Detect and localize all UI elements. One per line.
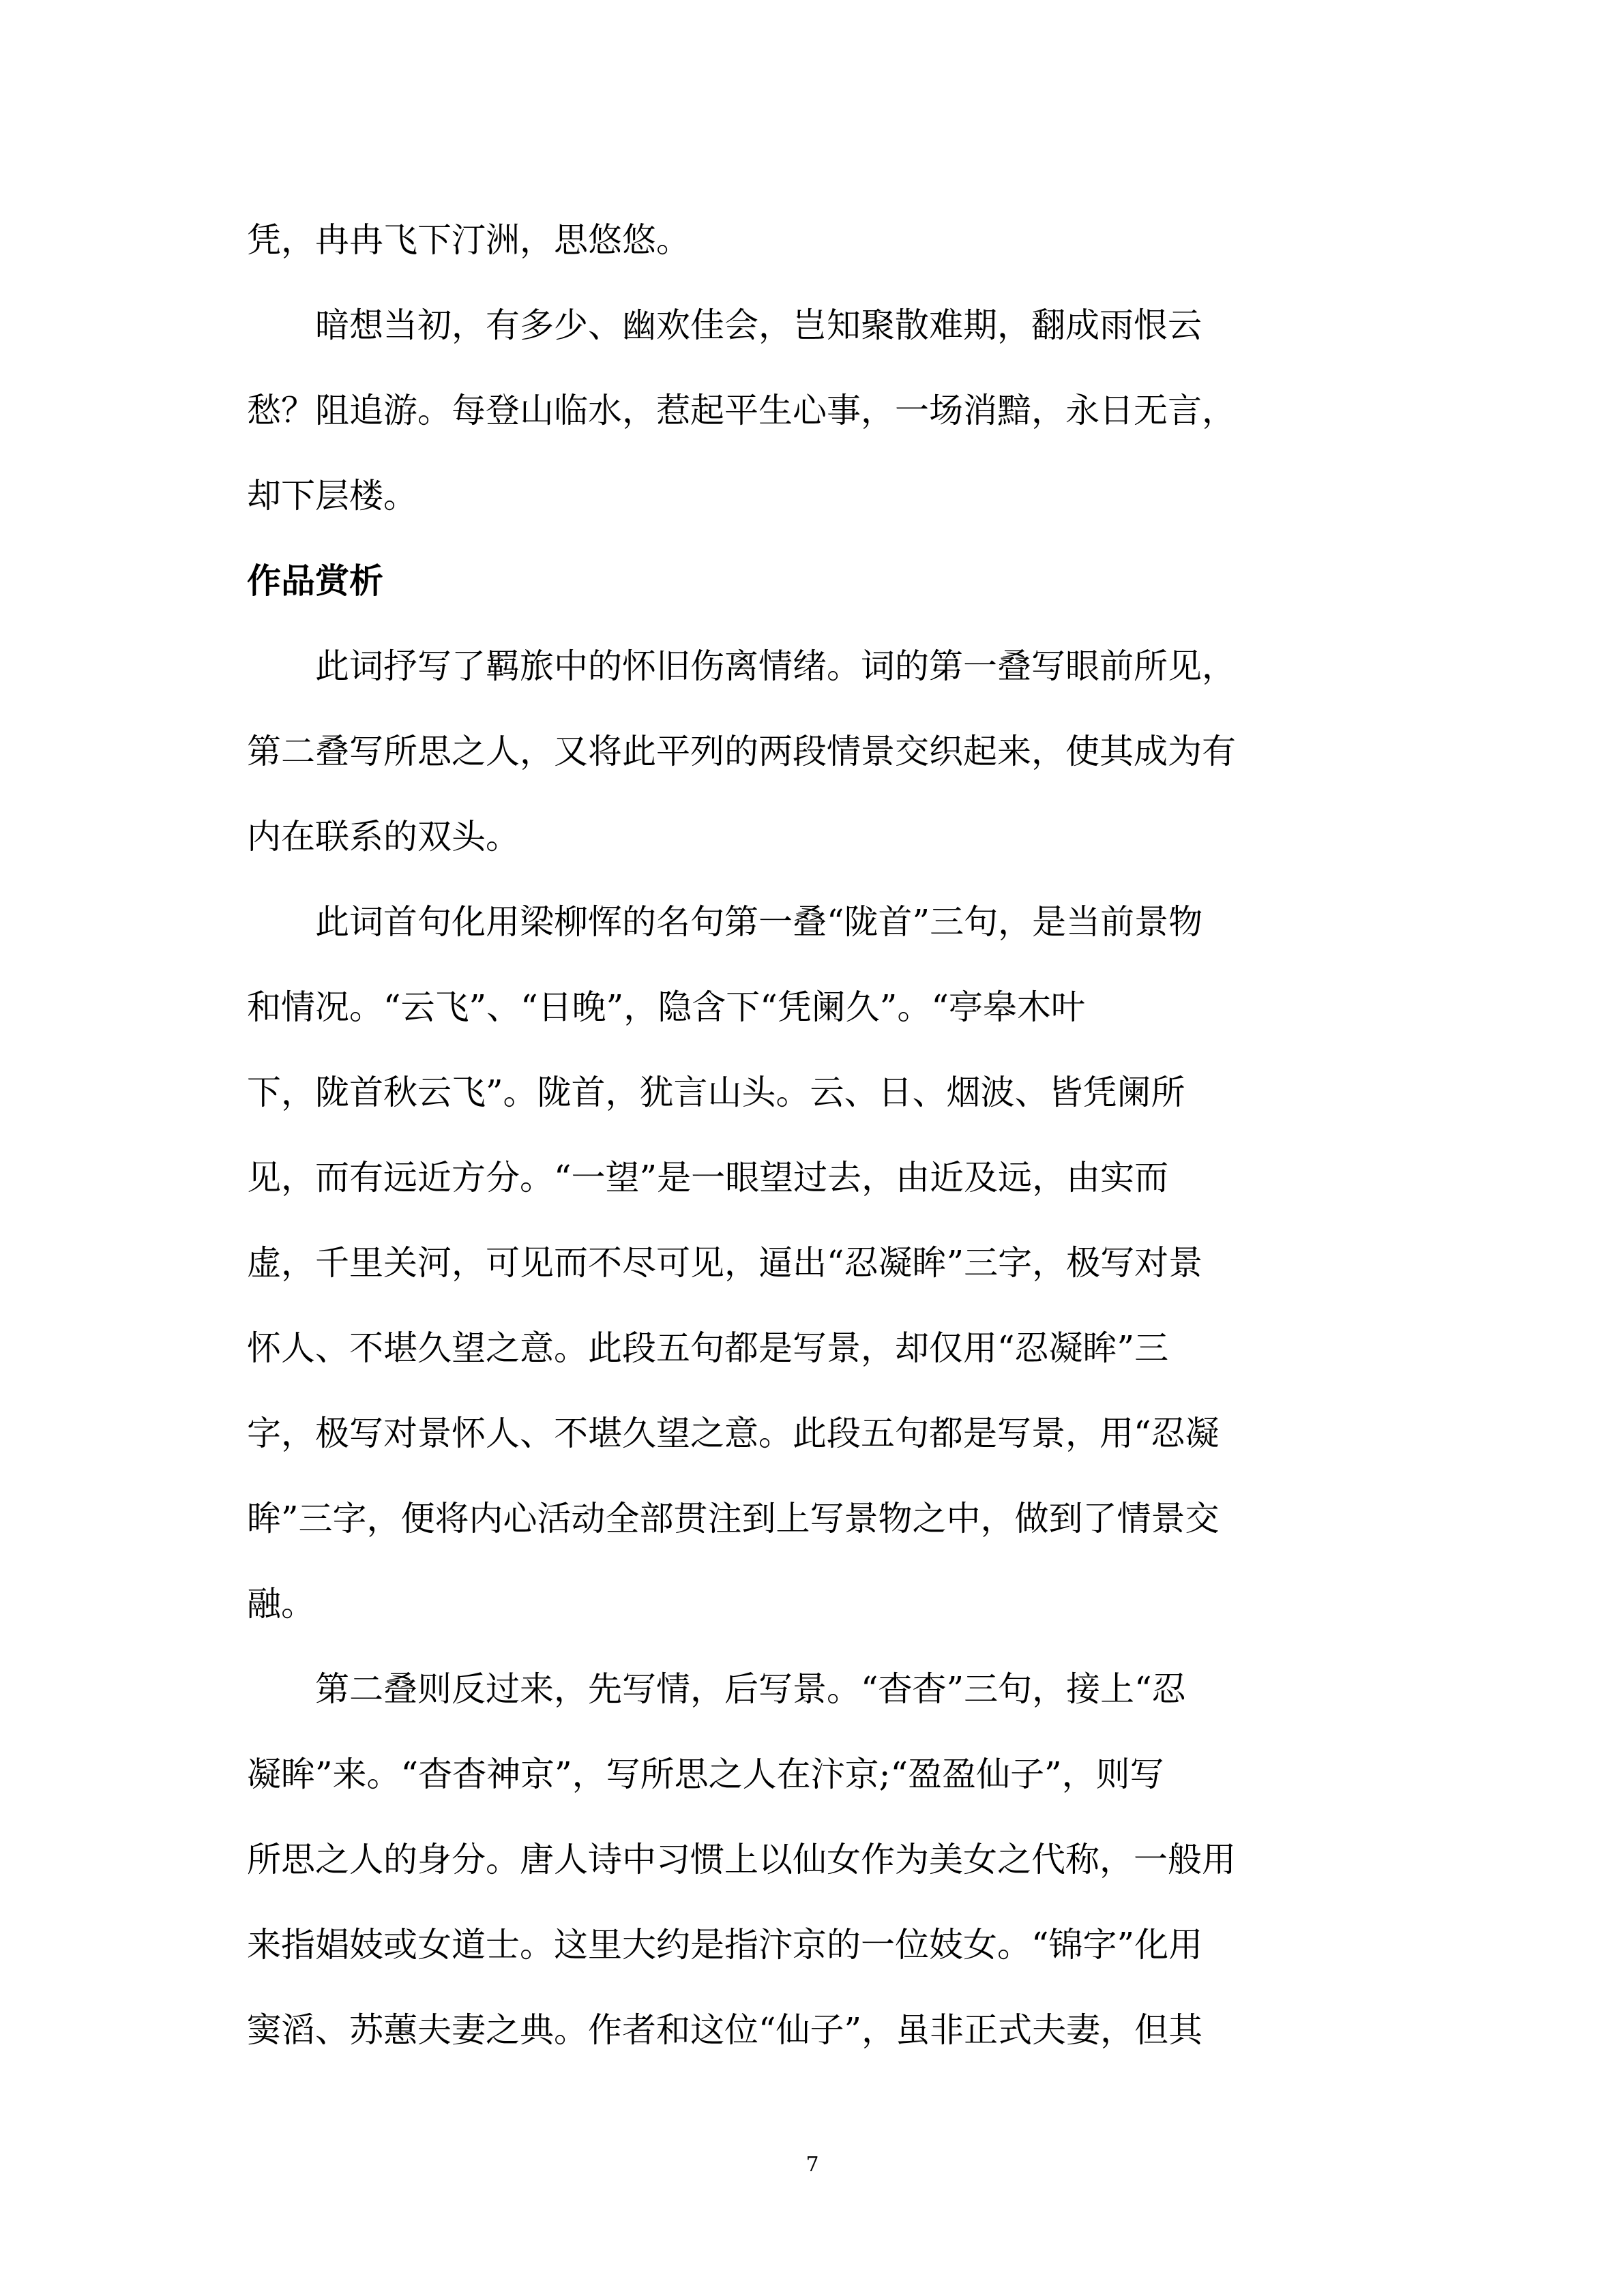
body-text-line: 字，极写对景怀人、不堪久望之意。此段五句都是写景，用“忍凝 — [247, 1414, 1220, 1453]
body-text-line: 此词首句化用梁柳恽的名句第一叠“陇首”三句，是当前景物 — [247, 902, 1203, 942]
body-text-line: 此词抒写了羁旅中的怀旧伤离情绪。词的第一叠写眼前所见， — [247, 646, 1236, 686]
body-text-line: 窦滔、苏蕙夫妻之典。作者和这位“仙子”，虽非正式夫妻，但其 — [247, 2010, 1203, 2050]
body-text-line: 所思之人的身分。唐人诗中习惯上以仙女作为美女之代称，一般用 — [247, 1840, 1236, 1879]
body-text-line: 第二叠写所思之人，又将此平列的两段情景交织起来，使其成为有 — [247, 732, 1236, 771]
body-text-line: 见，而有远近方分。“一望”是一眼望过去，由近及远，由实而 — [247, 1158, 1169, 1197]
section-heading: 作品赏析 — [247, 561, 383, 601]
body-text-line: 第二叠则反过来，先写情，后写景。“杳杳”三句，接上“忍 — [247, 1669, 1186, 1709]
body-text-line: 凭，冉冉飞下汀洲，思悠悠。 — [247, 220, 690, 260]
body-text-line: 凝眸”来。“杳杳神京”，写所思之人在汴京;“盈盈仙子”，则写 — [247, 1755, 1164, 1794]
body-text-line: 虚，千里关河，可见而不尽可见，逼出“忍凝眸”三字，极写对景 — [247, 1243, 1203, 1283]
body-text-line: 眸”三字，便将内心活动全部贯注到上写景物之中，做到了情景交 — [247, 1499, 1220, 1538]
body-text-line: 愁？阻追游。每登山临水，惹起平生心事，一场消黯，永日无言， — [247, 391, 1236, 430]
body-text-line: 来指娼妓或女道士。这里大约是指汴京的一位妓女。“锦字”化用 — [247, 1925, 1203, 1965]
body-text-line: 暗想当初，有多少、幽欢佳会，岂知聚散难期，翻成雨恨云 — [247, 305, 1202, 345]
body-text-line: 内在联系的双头。 — [247, 817, 520, 856]
body-text-line: 和情况。“云飞”、“日晚”，隐含下“凭阑久”。“亭皋木叶 — [247, 987, 1085, 1027]
body-text-line: 却下层楼。 — [247, 476, 417, 516]
body-text-line: 下，陇首秋云飞”。陇首，犹言山头。云、日、烟波、皆凭阑所 — [247, 1073, 1185, 1112]
page-number: 7 — [806, 2153, 819, 2177]
body-text-line: 怀人、不堪久望之意。此段五句都是写景，却仅用“忍凝眸”三 — [247, 1328, 1169, 1368]
body-text-line: 融。 — [247, 1584, 315, 1624]
